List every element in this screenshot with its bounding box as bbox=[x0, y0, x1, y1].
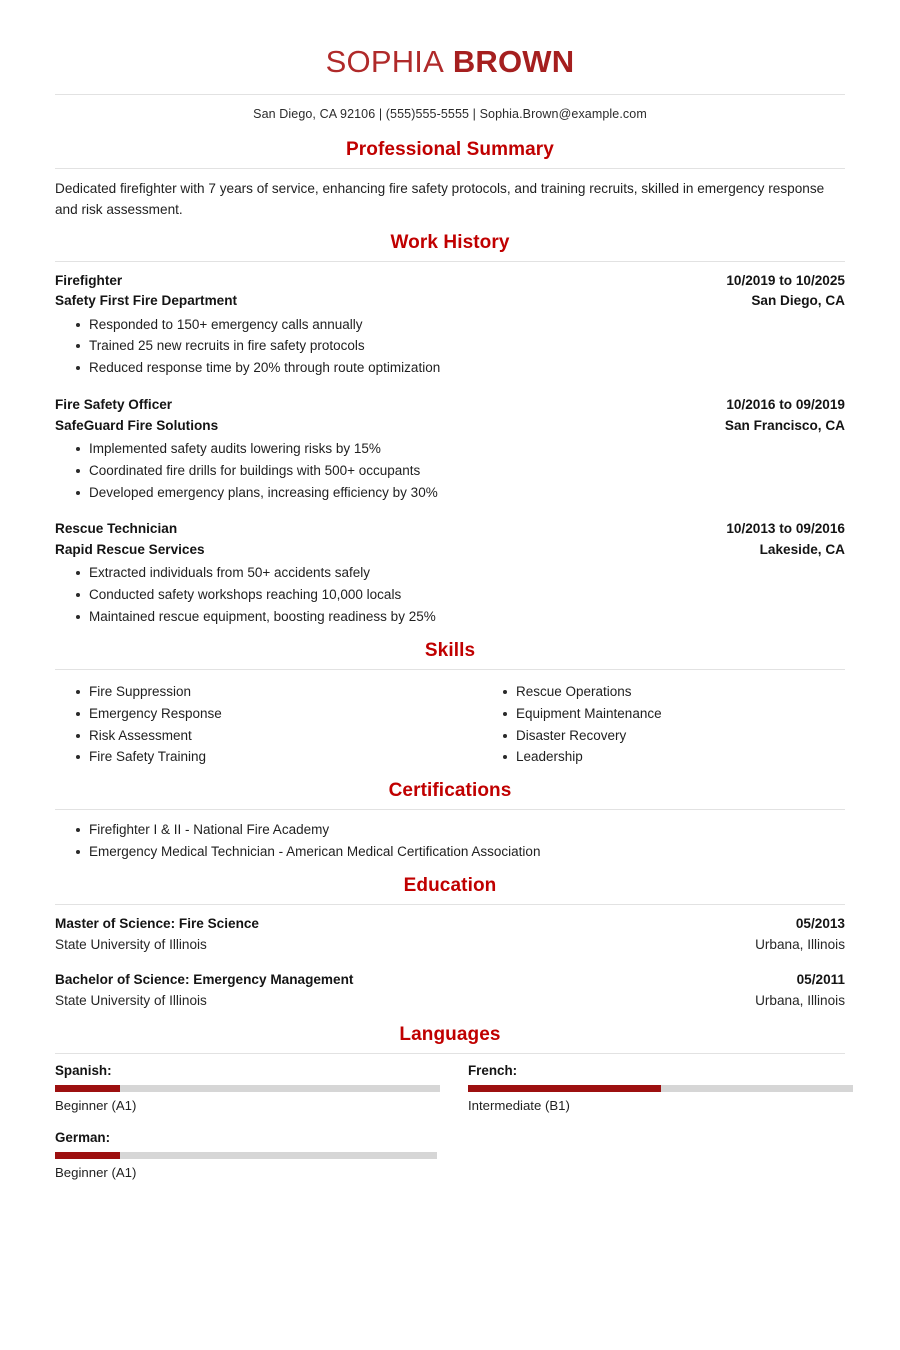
skill-item: Emergency Response bbox=[89, 703, 450, 725]
language-level: Intermediate (B1) bbox=[468, 1097, 570, 1113]
language-name: Spanish: bbox=[55, 1062, 112, 1078]
section-title-languages: Languages bbox=[399, 1023, 501, 1045]
job-bullet: Implemented safety audits lowering risks by 15% bbox=[89, 438, 845, 460]
work-history-entry bbox=[55, 395, 845, 503]
job-title-row bbox=[55, 395, 845, 415]
section-title-skills: Skills bbox=[424, 639, 476, 661]
job-bullet-list bbox=[55, 562, 845, 628]
language-level: Beginner (A1) bbox=[55, 1164, 137, 1180]
certifications-list bbox=[55, 819, 845, 863]
job-bullet: Conducted safety workshops reaching 10,000 locals bbox=[89, 584, 845, 606]
job-bullet: Reduced response time by 20% through route optimization bbox=[89, 357, 845, 379]
job-bullet: Developed emergency plans, increasing efficiency by 30% bbox=[89, 482, 845, 504]
summary-text: Dedicated firefighter with 7 years of service, enhancing fire safety protocols, and training recruits, skilled in emergency response and risk assessment. bbox=[55, 180, 825, 217]
section-title-certifications: Certifications bbox=[388, 780, 512, 802]
language-level: Beginner (A1) bbox=[55, 1097, 137, 1113]
job-bullet: Responded to 150+ emergency calls annually bbox=[89, 314, 845, 336]
section-divider bbox=[55, 904, 845, 905]
skill-item: Rescue Operations bbox=[516, 681, 845, 703]
job-company-row bbox=[55, 291, 845, 311]
first-name: SOPHIA bbox=[325, 44, 444, 79]
last-name: BROWN bbox=[452, 44, 575, 79]
language-proficiency-fill bbox=[468, 1085, 661, 1092]
skill-item: Disaster Recovery bbox=[516, 725, 845, 747]
skills-column-one bbox=[55, 679, 450, 768]
education-entry bbox=[55, 970, 845, 1011]
education-degree: Master of Science: Fire Science bbox=[55, 916, 259, 931]
skill-item: Risk Assessment bbox=[89, 725, 450, 747]
page-title bbox=[55, 44, 845, 80]
job-location: Lakeside, CA bbox=[759, 541, 845, 557]
job-company: SafeGuard Fire Solutions bbox=[55, 417, 219, 433]
education-entry bbox=[55, 914, 845, 955]
skill-item: Equipment Maintenance bbox=[516, 703, 845, 725]
section-divider bbox=[55, 1053, 845, 1054]
skills-grid bbox=[55, 679, 845, 768]
skill-item: Leadership bbox=[516, 746, 845, 768]
languages-grid bbox=[55, 1063, 845, 1197]
section-professional-summary bbox=[55, 139, 845, 220]
job-bullet: Maintained rescue equipment, boosting readiness by 25% bbox=[89, 606, 845, 628]
language-proficiency-fill bbox=[55, 1152, 120, 1159]
skill-item: Fire Suppression bbox=[89, 681, 450, 703]
job-location: San Diego, CA bbox=[751, 293, 845, 309]
section-skills bbox=[55, 640, 845, 768]
education-list bbox=[55, 914, 845, 1012]
job-title: Rescue Technician bbox=[55, 521, 178, 537]
job-bullet: Trained 25 new recruits in fire safety protocols bbox=[89, 335, 845, 357]
work-history-list bbox=[55, 271, 845, 628]
education-date: 05/2011 bbox=[796, 972, 845, 988]
education-school: State University of Illinois bbox=[55, 992, 207, 1008]
skills-list-one bbox=[55, 681, 450, 768]
education-location: Urbana, Illinois bbox=[755, 992, 845, 1008]
job-title-row bbox=[55, 271, 845, 291]
section-work-history bbox=[55, 232, 845, 628]
education-school-row bbox=[55, 935, 845, 956]
language-proficiency-bar bbox=[468, 1085, 853, 1092]
education-degree-row bbox=[55, 970, 845, 991]
contact-info: San Diego, CA 92106 | (555)555-5555 | Sophia.Brown@example.com bbox=[253, 106, 647, 121]
section-certifications bbox=[55, 780, 845, 863]
language-item bbox=[450, 1063, 845, 1113]
language-name: German: bbox=[55, 1129, 111, 1145]
language-name: French: bbox=[468, 1062, 518, 1078]
work-history-entry bbox=[55, 271, 845, 379]
language-proficiency-bar bbox=[55, 1085, 440, 1092]
job-dates: 10/2019 to 10/2025 bbox=[726, 272, 845, 288]
certification-item: Firefighter I & II - National Fire Academy bbox=[89, 819, 845, 841]
education-degree-row bbox=[55, 914, 845, 935]
job-bullet: Coordinated fire drills for buildings with 500+ occupants bbox=[89, 460, 845, 482]
section-divider bbox=[55, 168, 845, 169]
education-school: State University of Illinois bbox=[55, 936, 207, 952]
job-bullet-list bbox=[55, 438, 845, 504]
job-bullet-list bbox=[55, 314, 845, 380]
section-title-work-history: Work History bbox=[390, 231, 510, 253]
job-company: Rapid Rescue Services bbox=[55, 541, 205, 557]
job-company: Safety First Fire Department bbox=[55, 293, 238, 309]
section-title-education: Education bbox=[403, 875, 497, 896]
education-date: 05/2013 bbox=[795, 916, 845, 931]
job-title: Fire Safety Officer bbox=[55, 397, 173, 413]
job-company-row bbox=[55, 540, 845, 560]
section-title-summary: Professional Summary bbox=[346, 138, 554, 160]
certification-item: Emergency Medical Technician - American Medical Certification Association bbox=[89, 841, 845, 863]
language-item bbox=[55, 1130, 450, 1180]
skills-list-two bbox=[482, 681, 845, 768]
job-location: San Francisco, CA bbox=[724, 417, 845, 433]
education-location: Urbana, Illinois bbox=[755, 936, 845, 952]
section-education bbox=[55, 875, 845, 1012]
section-divider bbox=[55, 809, 845, 810]
language-item bbox=[55, 1063, 450, 1113]
work-history-entry bbox=[55, 519, 845, 627]
language-proficiency-fill bbox=[55, 1085, 120, 1092]
job-dates: 10/2013 to 09/2016 bbox=[726, 521, 845, 537]
job-bullet: Extracted individuals from 50+ accidents safely bbox=[89, 562, 845, 584]
skills-column-two bbox=[450, 679, 845, 768]
section-divider bbox=[55, 261, 845, 262]
section-languages bbox=[55, 1024, 845, 1197]
job-company-row bbox=[55, 416, 845, 436]
skill-item: Fire Safety Training bbox=[89, 746, 450, 768]
education-degree: Bachelor of Science: Emergency Management bbox=[55, 972, 354, 988]
section-divider bbox=[55, 669, 845, 670]
job-dates: 10/2016 to 09/2019 bbox=[726, 397, 845, 413]
education-school-row bbox=[55, 991, 845, 1012]
language-proficiency-bar bbox=[55, 1152, 437, 1159]
job-title: Firefighter bbox=[55, 272, 123, 288]
job-title-row bbox=[55, 519, 845, 539]
